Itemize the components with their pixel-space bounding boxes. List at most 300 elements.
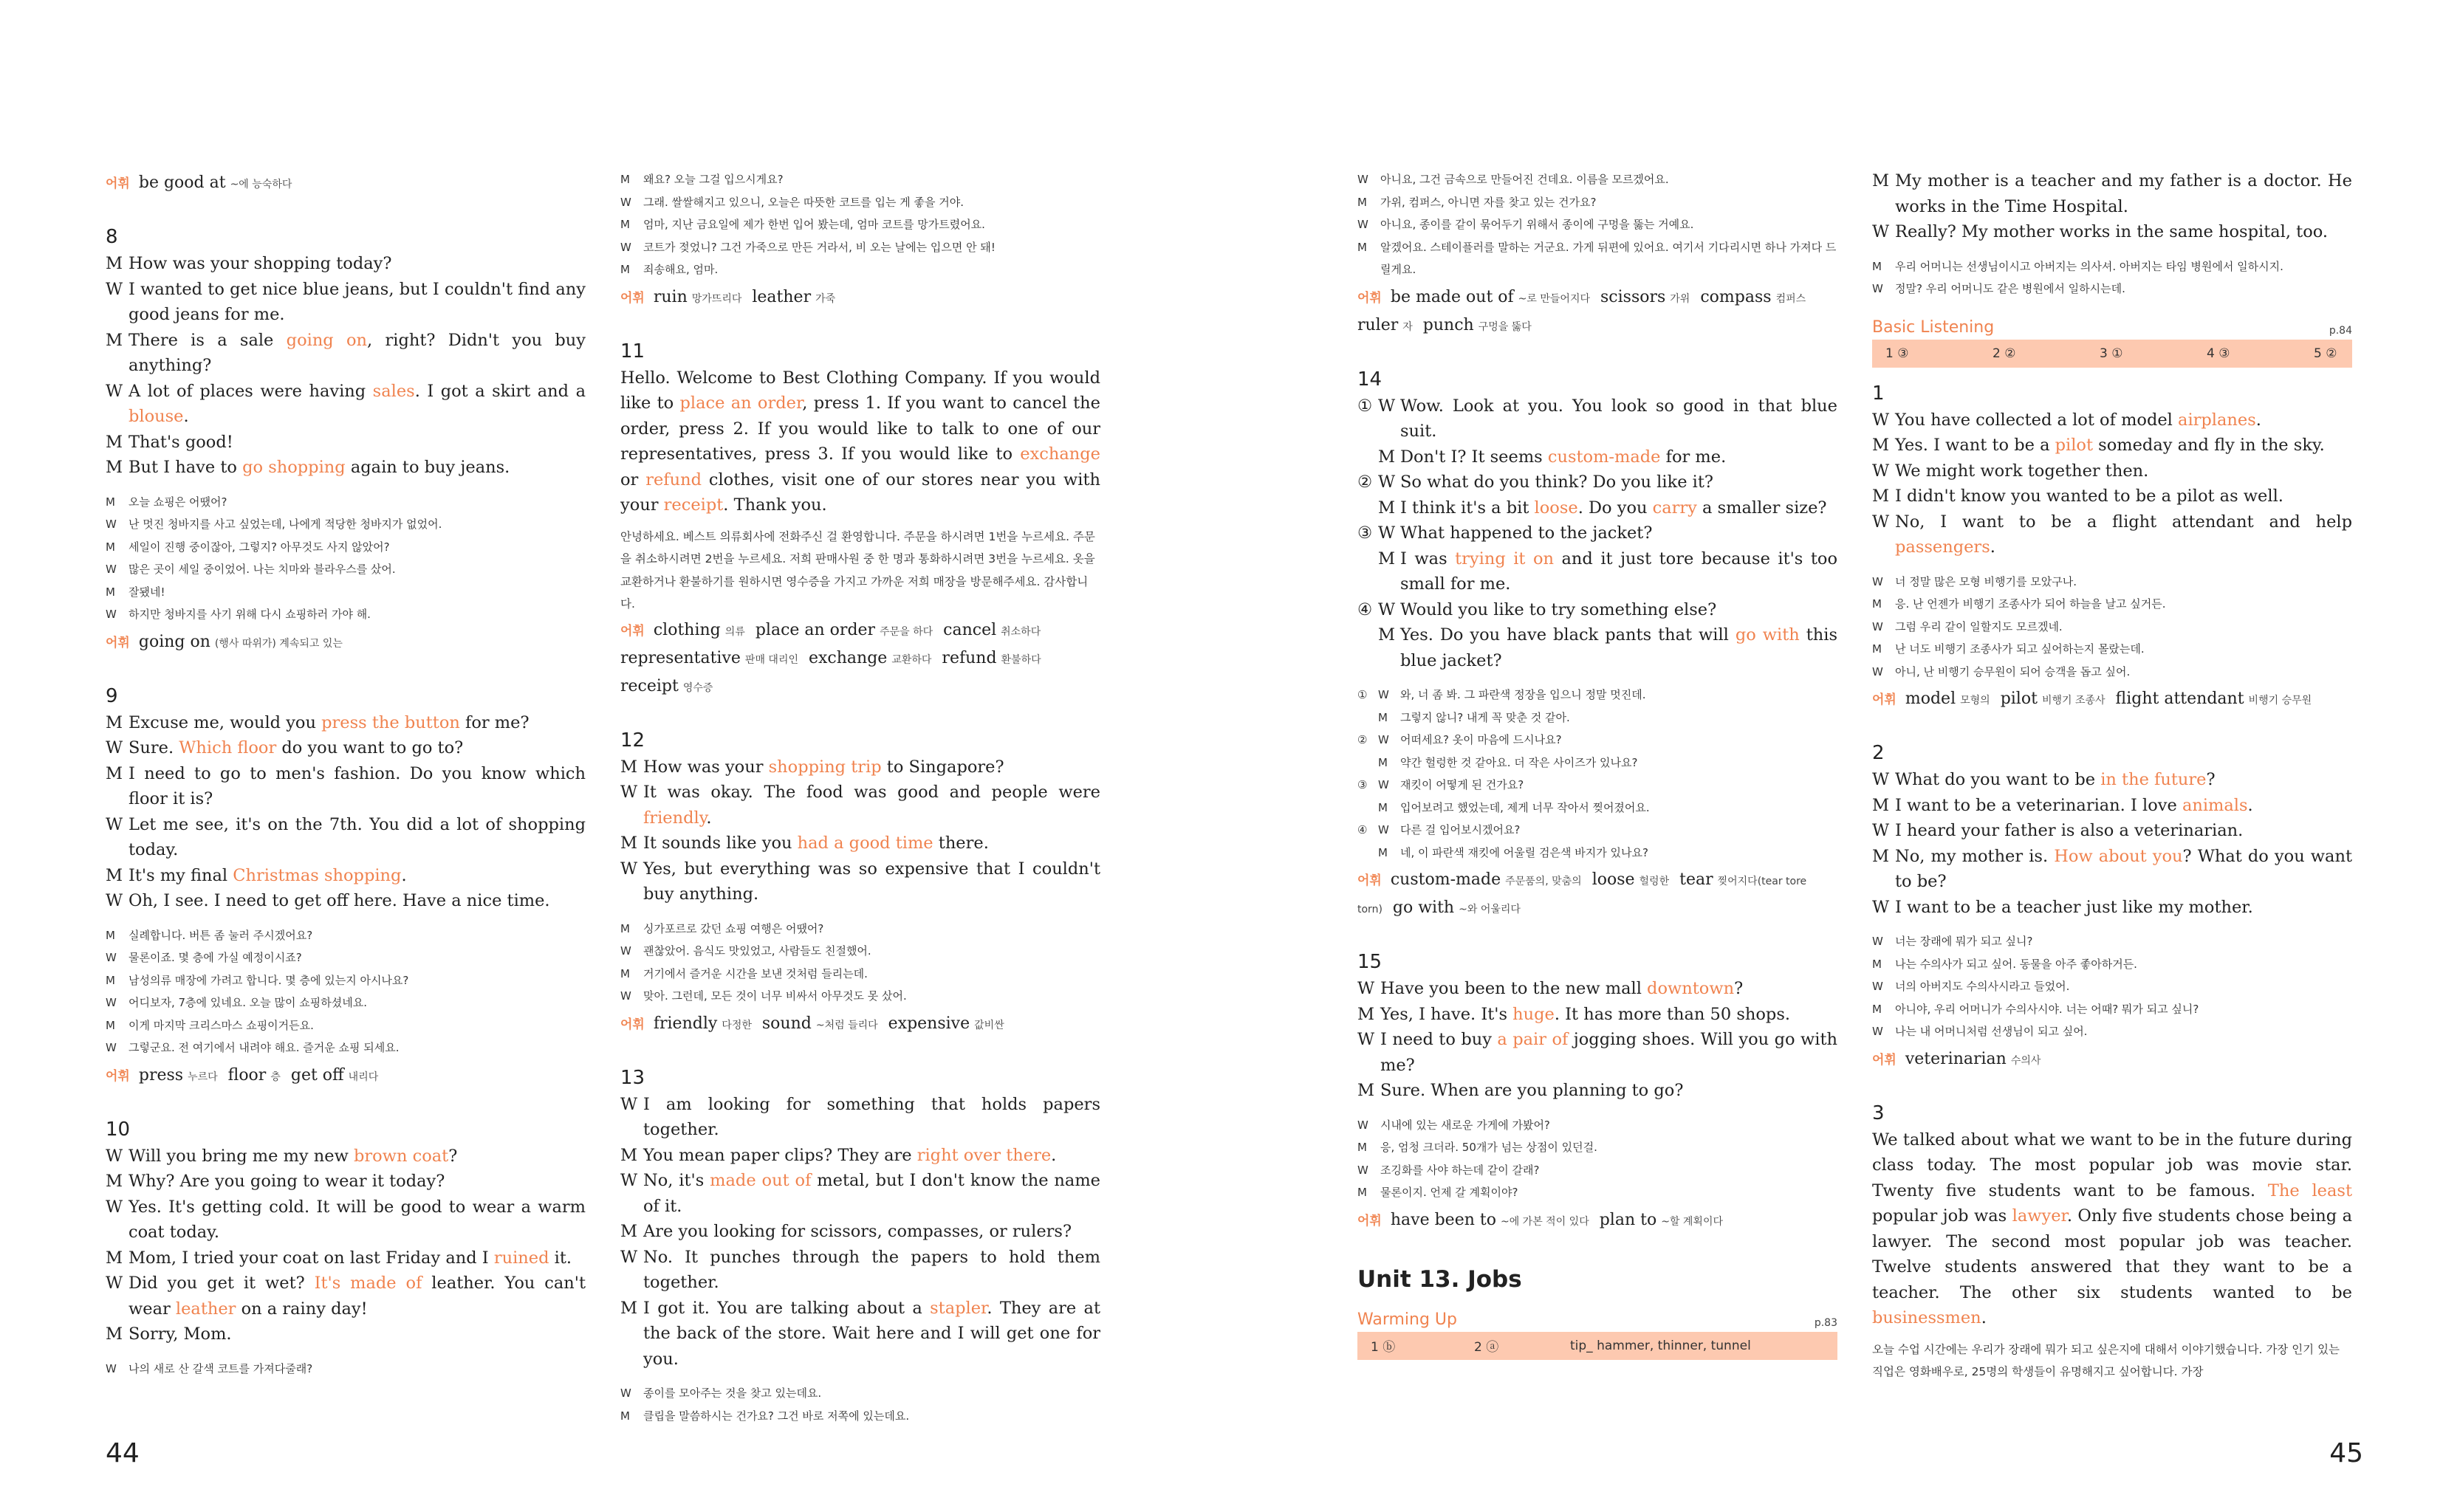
translation-line	[106, 1358, 586, 1381]
dialogue-text	[643, 780, 1100, 831]
speaker: W	[1378, 396, 1396, 416]
text-run: Yes. It's getting cold. It will be good to wear a warm coat today.	[129, 1197, 586, 1242]
speaker: W	[1872, 574, 1883, 588]
speaker: M	[106, 865, 123, 885]
highlight-phrase: blouse	[129, 407, 184, 426]
dialogue-line	[106, 1169, 586, 1195]
translation-line	[1357, 1136, 1837, 1159]
vocab-tag: 어휘	[620, 290, 645, 306]
translation-text: 어떠세요? 옷이 마음에 드시나요?	[1400, 733, 1562, 746]
translation-text: 코트가 젖었니? 그건 가죽으로 만든 거라서, 비 오는 날에는 입으면 안 돼!	[643, 240, 996, 254]
speaker: W	[1872, 222, 1890, 241]
text-run: again to buy jeans.	[345, 458, 510, 477]
highlight-phrase: in the future	[2100, 770, 2207, 789]
speaker: W	[1357, 218, 1368, 231]
dialogue-line	[106, 430, 586, 456]
translation-block	[1872, 571, 2352, 684]
answer-item: 4 ③	[2207, 346, 2230, 361]
translation-line	[106, 513, 586, 536]
vocab-meaning: 영수증	[682, 681, 713, 694]
option-line	[1357, 470, 1837, 495]
section-page-ref: p.83	[1814, 1316, 1837, 1329]
speaker: W	[106, 891, 123, 910]
text-run: That's good!	[129, 432, 233, 452]
highlight-phrase: exchange	[1020, 444, 1100, 464]
dialogue-text	[129, 1322, 586, 1347]
dialogue-line	[106, 710, 586, 736]
text-run: do you want to go to?	[276, 738, 464, 757]
speaker: W	[106, 279, 123, 299]
text-run: this blue jacket?	[1400, 625, 1837, 670]
text-run: ? What do you want to be?	[1895, 846, 2352, 891]
dialogue-line	[106, 761, 586, 812]
vocab-meaning: 비행기 조종사	[2041, 695, 2105, 707]
text-run: Have you been to the new mall	[1380, 979, 1648, 998]
translation-block	[1872, 255, 2352, 300]
dialogue-text	[1380, 1078, 1837, 1104]
vocab-meaning: 취소하다	[1001, 625, 1041, 638]
highlight-phrase: right over there	[916, 1145, 1052, 1165]
answer-item: 2 ②	[1993, 346, 2016, 361]
speaker: W	[1872, 512, 1890, 532]
text-run: Sure.	[129, 738, 179, 757]
text-run: My mother is a teacher and my father is a doctor. He works in the Time Hospital.	[1895, 171, 2352, 216]
speaker: W	[106, 381, 123, 401]
vocab-tag: 어휘	[106, 635, 130, 650]
dialogue-line	[1357, 1002, 1837, 1028]
dialogue-text	[129, 1169, 586, 1195]
dialogue-line	[1357, 1078, 1837, 1104]
translation-line	[1357, 168, 1837, 191]
dialogue-text	[643, 1143, 1100, 1169]
passage	[620, 365, 1100, 518]
text-run: .	[401, 865, 407, 885]
vocab-meaning: 다정한	[722, 1019, 752, 1031]
speaker: W	[106, 1197, 123, 1217]
translation-line	[620, 1382, 1100, 1405]
speaker: W	[620, 195, 631, 209]
translation-text: 싱가포르로 갔던 쇼핑 여행은 어땠어?	[643, 921, 824, 935]
highlight-phrase: going on	[286, 330, 368, 350]
highlight-phrase: downtown	[1647, 979, 1735, 998]
vocab-meaning: 모형의	[1960, 695, 1990, 707]
highlight-phrase: press the button	[321, 712, 460, 732]
speaker: M	[106, 1324, 123, 1344]
passage-translation: 오늘 수업 시간에는 우리가 장래에 뭐가 되고 싶은지에 대해서 이야기했습니다. 가장 인기 있는 직업은 영화배우로, 25명의 학생들이 유명해지고 싶어합니다. 가장	[1872, 1342, 2340, 1378]
text-run: I want to be a veterinarian. I love	[1895, 795, 2182, 815]
speaker: W	[1378, 688, 1389, 701]
vocab-meaning: 누르다	[188, 1071, 218, 1083]
speaker: M	[1357, 1141, 1367, 1154]
dialogue-text	[643, 1092, 1100, 1143]
text-run: It's my final	[129, 865, 233, 885]
highlight-phrase: animals	[2182, 795, 2248, 815]
speaker: W	[106, 563, 117, 576]
highlight-phrase: go with	[1735, 625, 1800, 645]
highlight-phrase: made out of	[710, 1171, 812, 1190]
vocab-meaning: ~처럼 들리다	[815, 1019, 878, 1031]
speaker: M	[1378, 625, 1396, 645]
section-name: Basic Listening	[1872, 317, 1995, 337]
text-run: .	[1981, 1308, 1987, 1327]
speaker: M	[106, 928, 115, 942]
option-line	[1357, 546, 1837, 597]
text-run: , right? Didn't you buy anything?	[129, 330, 586, 375]
translation-text: 세일이 진행 중이잖아, 그렇지? 아무것도 사지 않았어?	[129, 540, 390, 554]
translation-line	[1357, 684, 1837, 707]
text-run: A lot of places were having	[129, 381, 373, 401]
speaker: M	[620, 263, 630, 276]
dialogue-line	[620, 1245, 1100, 1296]
translation-line	[106, 581, 586, 604]
dialogue-line	[1357, 1027, 1837, 1078]
speaker: M	[1872, 487, 1890, 506]
vocab-word: sound	[761, 1014, 812, 1033]
text-run: there.	[933, 834, 989, 853]
translation-text: 네, 이 파란색 재킷에 어울릴 검은색 바지가 있나요?	[1400, 845, 1648, 859]
translation-line	[620, 918, 1100, 941]
dialogue-text	[129, 1271, 586, 1322]
section-title	[1357, 1310, 1837, 1329]
speaker: M	[620, 173, 630, 186]
speaker: M	[1378, 549, 1396, 568]
dialogue-line	[1872, 818, 2352, 844]
text-run: I was	[1400, 549, 1456, 568]
highlight-phrase: refund	[645, 470, 702, 489]
dialogue-line	[106, 1322, 586, 1347]
dialogue-text	[1400, 495, 1837, 521]
question-number: 13	[620, 1066, 645, 1089]
translation-text: 죄송해요, 엄마.	[643, 263, 719, 276]
dialogue-text	[1895, 168, 2352, 219]
dialogue-line	[106, 1271, 586, 1322]
text-run: or	[620, 470, 646, 489]
text-run: Yes, but everything was so expensive that I couldn't buy anything.	[643, 859, 1100, 904]
vocab-word: friendly	[653, 1014, 718, 1033]
speaker: M	[1872, 259, 1882, 273]
speaker: W	[1378, 733, 1389, 746]
speaker: M	[620, 757, 638, 777]
speaker: W	[620, 1171, 638, 1190]
speaker: W	[106, 1274, 123, 1293]
text-run: Excuse me, would you	[129, 712, 322, 732]
translation-text: 물론이죠. 몇 층에 가실 예정이시죠?	[129, 951, 302, 964]
vocabulary-list	[1357, 284, 1837, 340]
speaker: W	[1357, 979, 1375, 998]
text-run: .	[2247, 795, 2253, 815]
text-run: Mom, I tried your coat on last Friday and I	[129, 1248, 494, 1268]
highlight-phrase: airplanes	[2178, 410, 2256, 430]
highlight-phrase: friendly	[643, 808, 707, 828]
speaker: M	[1357, 1004, 1375, 1024]
vocab-meaning: 가죽	[815, 292, 836, 305]
speaker: W	[106, 738, 123, 757]
highlight-phrase: shopping trip	[768, 757, 882, 777]
option-marker	[1357, 707, 1378, 729]
translation-text: 엄마, 지난 금요일에 제가 한번 입어 봤는데, 엄마 코트를 망가트렸어요.	[643, 218, 985, 231]
vocab-tag: 어휘	[1872, 693, 1897, 707]
text-run: on a rainy day!	[236, 1299, 368, 1319]
speaker: M	[106, 763, 123, 783]
option-line	[1357, 597, 1837, 623]
text-run: It was okay. The food was good and people were	[643, 783, 1100, 802]
speaker: W	[1378, 523, 1396, 543]
text-run: and it just tore because it's too small for me.	[1400, 549, 1837, 594]
speaker: W	[1357, 1118, 1368, 1132]
translation-text: 많은 곳이 세일 중이었어. 나는 치마와 블라우스를 샀어.	[129, 563, 396, 576]
speaker: W	[1872, 935, 1883, 948]
translation-line	[620, 963, 1100, 986]
text-run: it.	[549, 1248, 572, 1268]
text-run: How was your	[643, 757, 769, 777]
dialogue-line	[1872, 458, 2352, 484]
text-run: ?	[1734, 979, 1744, 998]
speaker: M	[1872, 642, 1882, 656]
translation-block	[620, 1382, 1100, 1427]
dialogue-text	[1400, 597, 1837, 623]
text-run: . They are at the back of the store. Wait here and I will get one for you.	[643, 1298, 1100, 1369]
translation-line	[1357, 236, 1837, 281]
speaker: W	[1872, 461, 1890, 481]
translation-text: 난 멋진 청바지를 사고 싶었는데, 나에게 적당한 청바지가 없었어.	[129, 518, 442, 531]
dialogue-line	[620, 1296, 1100, 1372]
speaker: M	[1357, 195, 1367, 209]
translation-text: 나는 내 어머니처럼 선생님이 되고 싶어.	[1895, 1025, 2088, 1038]
option-marker: ④	[1357, 823, 1368, 836]
translation-line	[1872, 278, 2352, 300]
translation-line	[1872, 661, 2352, 684]
text-run: You mean paper clips? They are	[643, 1145, 917, 1165]
vocab-tag: 어휘	[620, 623, 645, 639]
text-run: I didn't know you wanted to be a pilot as well.	[1895, 487, 2283, 506]
speaker: W	[106, 951, 117, 964]
vocabulary-list	[620, 1011, 1100, 1039]
dialogue-text	[129, 888, 586, 914]
translation-text: 응. 난 언젠가 비행기 조종사가 되어 하늘을 날고 싶거든.	[1895, 597, 2166, 611]
vocab-word: floor	[227, 1065, 267, 1085]
translation-line	[1872, 975, 2352, 998]
dialogue-text	[1895, 767, 2352, 793]
speaker: M	[620, 834, 638, 853]
vocab-word: refund	[942, 648, 997, 667]
translation-text: 이게 마지막 크리스마스 쇼핑이거든요.	[129, 1018, 314, 1032]
text-run: Oh, I see. I need to get off here. Have a nice time.	[129, 891, 550, 910]
speaker: W	[106, 1146, 123, 1166]
dialogue-line	[1872, 408, 2352, 433]
vocab-meaning: 주문을 하다	[880, 625, 933, 638]
dialogue-text	[1380, 1027, 1837, 1078]
speaker: M	[620, 1222, 638, 1241]
dialogue-text	[1895, 433, 2352, 458]
translation-line	[1872, 638, 2352, 661]
right-page-column-2	[1872, 168, 2352, 1384]
translation-text: 종이를 모아주는 것을 찾고 있는데요.	[643, 1386, 822, 1400]
dialogue-line	[1872, 219, 2352, 245]
option-marker: ①	[1357, 396, 1373, 416]
vocab-tag: 어휘	[1357, 1213, 1382, 1228]
text-run: I wanted to get nice blue jeans, but I couldn't find any good jeans for me.	[129, 279, 586, 324]
highlight-phrase: brown coat	[354, 1146, 449, 1166]
vocab-meaning: (행사 따위가) 계속되고 있는	[214, 637, 343, 650]
translation-text: 남성의류 매장에 가려고 합니다. 몇 층에 있는지 아시나요?	[129, 973, 409, 987]
translation-text: 그럼 우리 같이 일할지도 모르겠네.	[1895, 619, 2063, 633]
translation-line	[1357, 797, 1837, 819]
translation-block	[1872, 930, 2352, 1043]
vocab-meaning: 의류	[724, 625, 745, 638]
vocab-tag: 어휘	[620, 1017, 645, 1032]
vocab-tag: 어휘	[106, 1068, 130, 1084]
dialogue-text	[1380, 1002, 1837, 1028]
text-run: . Only five students chose being a lawyer. The second most popular job was teacher. Twelve students answered that they want to be a teacher. The other six students wanted to be	[1872, 1206, 2353, 1302]
speaker: W	[1872, 770, 1890, 789]
translation-block	[1357, 1114, 1837, 1204]
translation-line	[1872, 998, 2352, 1021]
dialogue-text	[129, 379, 586, 430]
vocab-word: pilot	[2000, 690, 2038, 708]
speaker: W	[106, 814, 123, 834]
dialogue-text	[129, 863, 586, 889]
translation-text: 나는 수의사가 되고 싶어. 동물을 아주 좋아하거든.	[1895, 957, 2137, 971]
vocab-meaning: ~할 계획이다	[1661, 1215, 1724, 1228]
dialogue-line	[106, 328, 586, 379]
translation-line	[1357, 1181, 1837, 1204]
translation-block	[1357, 168, 1837, 281]
text-run: But I have to	[129, 458, 243, 477]
vocab-word: veterinarian	[1905, 1049, 2007, 1068]
text-run: No, my mother is.	[1895, 846, 2055, 866]
dialogue-text	[1895, 484, 2352, 509]
vocab-word: clothing	[653, 620, 721, 639]
translation-text: 난 너도 비행기 조종사가 되고 싶어하는지 몰랐는데.	[1895, 642, 2145, 656]
translation-text: 약간 헐렁한 것 같아요. 더 작은 사이즈가 있나요?	[1400, 755, 1638, 769]
vocab-meaning: 수의사	[2010, 1054, 2041, 1067]
text-run: Would you like to try something else?	[1400, 599, 1717, 619]
text-run: clothes, visit one of our stores near you with your	[620, 470, 1100, 515]
translation-text: 그렇지 않니? 내게 꼭 맞춘 것 같아.	[1400, 710, 1570, 724]
text-run: Did you get it wet?	[129, 1274, 315, 1293]
text-run: Are you looking for scissors, compasses, or rulers?	[643, 1222, 1072, 1241]
speaker: W	[1872, 821, 1890, 840]
speaker: M	[106, 712, 123, 732]
text-run: .	[1990, 537, 1995, 557]
translation-text: 괜찮았어. 음식도 맛있었고, 사람들도 친절했어.	[643, 944, 871, 958]
dialogue-text	[1895, 844, 2352, 895]
vocabulary-list	[106, 629, 586, 657]
translation-line	[1357, 819, 1837, 842]
question-number: 8	[106, 226, 118, 248]
vocab-meaning: ~와 어울리다	[1459, 904, 1521, 915]
highlight-phrase: place an order	[679, 394, 803, 413]
text-run: No, I want to be a flight attendant and help	[1895, 512, 2352, 532]
speaker: M	[106, 585, 115, 599]
dialogue-line	[106, 863, 586, 889]
vocab-meaning: 비행기 승무원	[2248, 695, 2312, 707]
translation-text: 응, 엄청 크더라. 50개가 넘는 상점이 있던걸.	[1380, 1141, 1597, 1154]
vocab-meaning: 컴퍼스	[1775, 292, 1806, 305]
option-line	[1357, 394, 1837, 444]
text-run: You have collected a lot of model	[1895, 410, 2179, 430]
highlight-phrase: huge	[1512, 1004, 1555, 1024]
option-marker: ③	[1357, 778, 1368, 791]
vocab-meaning: 교환하다	[891, 653, 932, 666]
highlight-phrase: The least	[2267, 1181, 2353, 1200]
speaker: M	[1357, 240, 1367, 254]
vocab-meaning: ~로 만들어지다	[1518, 292, 1590, 305]
highlight-phrase: receipt	[663, 495, 724, 515]
question-number: 15	[1357, 951, 1382, 973]
text-run: Sure. When are you planning to go?	[1380, 1081, 1684, 1100]
text-run: . It has more than 50 shops.	[1554, 1004, 1791, 1024]
vocab-meaning: 찢어지다(tear tore torn)	[1357, 876, 1807, 915]
text-run: I am looking for something that holds papers together.	[643, 1094, 1100, 1139]
text-run: So what do you think? Do you like it?	[1400, 472, 1713, 492]
translation-block	[1357, 684, 1837, 864]
dialogue-line	[620, 856, 1100, 907]
translation-line	[620, 1405, 1100, 1428]
text-run: to Singapore?	[881, 757, 1004, 777]
speaker: W	[620, 1386, 631, 1400]
vocab-meaning: 자	[1402, 320, 1413, 333]
dialogue-text	[1400, 394, 1837, 444]
vocab-word: plan to	[1599, 1210, 1657, 1229]
translation-line	[1357, 1159, 1837, 1182]
text-run: for me?	[459, 712, 530, 732]
vocab-meaning: 층	[270, 1071, 281, 1083]
vocab-word: leather	[752, 287, 812, 306]
text-run: for me.	[1660, 447, 1727, 467]
vocab-meaning: 내리다	[348, 1071, 379, 1083]
speaker: M	[620, 966, 630, 980]
vocabulary-list	[106, 170, 586, 198]
vocab-word: place an order	[755, 620, 876, 639]
vocab-tag: 어휘	[1357, 290, 1382, 306]
speaker: M	[106, 458, 123, 477]
dialogue-text	[1895, 408, 2352, 433]
vocabulary-list	[620, 284, 1100, 312]
dialogue-line	[620, 1219, 1100, 1245]
question-number: 1	[1872, 382, 1885, 405]
dialogue-text	[1895, 818, 2352, 844]
dialogue-text	[129, 328, 586, 379]
dialogue-line	[620, 780, 1100, 831]
speaker: W	[1378, 778, 1389, 791]
speaker: W	[106, 1041, 117, 1054]
speaker: M	[620, 1409, 630, 1423]
translation-line	[1357, 1114, 1837, 1137]
highlight-phrase: had a good time	[797, 834, 933, 853]
dialogue-line	[620, 831, 1100, 856]
dialogue-line	[620, 755, 1100, 780]
translation-line	[106, 1037, 586, 1059]
dialogue-line	[1357, 976, 1837, 1002]
dialogue-text	[1400, 622, 1837, 673]
speaker: M	[1872, 436, 1890, 455]
question-number: 14	[1357, 368, 1382, 391]
text-run: Really? My mother works in the same hospital, too.	[1895, 222, 2329, 241]
translation-line	[1357, 842, 1837, 865]
translation-text: 오늘 쇼핑은 어땠어?	[129, 495, 227, 509]
translation-text: 거기에서 즐거운 시간을 보낸 것처럼 들리는데.	[643, 966, 868, 980]
translation-text: 아니요, 그건 금속으로 만들어진 건데요. 이름을 모르겠어요.	[1380, 173, 1669, 186]
text-run: .	[2255, 410, 2261, 430]
left-page-column-1	[106, 168, 586, 1383]
speaker: W	[620, 1247, 638, 1267]
answer-item: tip_ hammer, thinner, tunnel	[1570, 1338, 1751, 1353]
highlight-phrase: passengers	[1895, 537, 1990, 557]
dialogue-text	[643, 1219, 1100, 1245]
translation-line	[1872, 255, 2352, 278]
translation-line	[106, 536, 586, 559]
